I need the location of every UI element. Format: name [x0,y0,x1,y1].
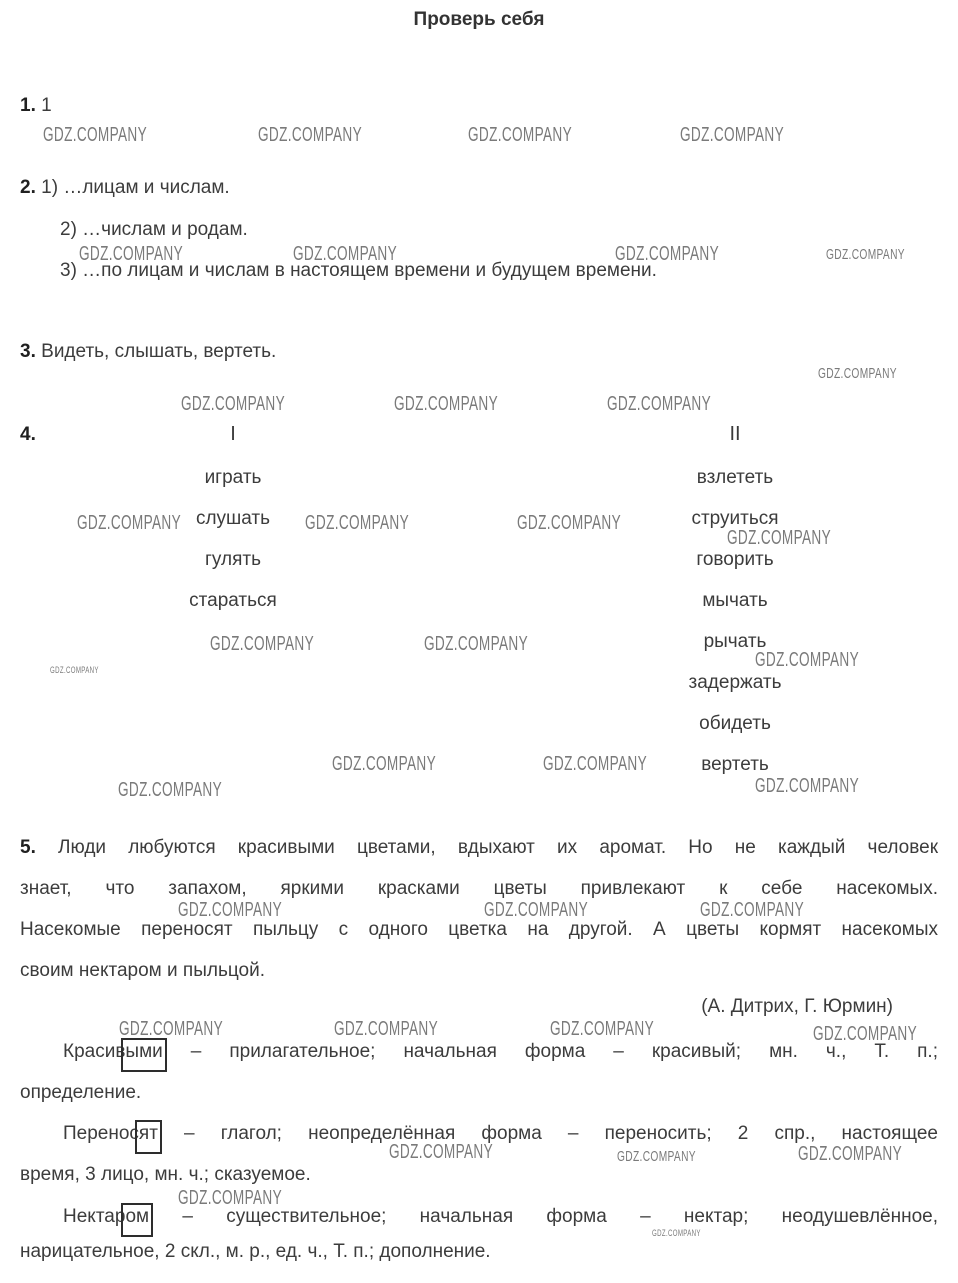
column-2-word: говорить [696,549,774,570]
watermark: GDZ.COMPANY [813,1023,917,1045]
item-2-line-1 [20,176,230,200]
analysis-1-line-2: определение. [20,1082,142,1103]
watermark: GDZ.COMPANY [615,243,719,265]
analysis-3-ending-box: ом [125,1206,150,1227]
analysis-1-line-1 [63,1040,938,1064]
watermark: GDZ.COMPANY [424,633,528,655]
watermark: GDZ.COMPANY [755,775,859,797]
analysis-1-ending-box: ыми [125,1041,163,1062]
analysis-3-line-2: нарицательное, 2 скл., м. р., ед. ч., Т. п.; дополнение. [20,1241,491,1262]
watermark: GDZ.COMPANY [818,365,897,382]
column-2-word: мычать [702,590,768,611]
watermark: GDZ.COMPANY [727,527,831,549]
watermark: GDZ.COMPANY [210,633,314,655]
column-2-word: струиться [691,508,779,529]
column-2-header: II [729,423,741,445]
watermark: GDZ.COMPANY [119,1018,223,1040]
analysis-3-text: – существительное; начальная форма – нектар; неодушевлённое, [149,1206,938,1227]
column-2-word: вертеть [701,754,769,775]
watermark: GDZ.COMPANY [293,243,397,265]
analysis-1-text: – прилагательное; начальная форма – красивый; мн. ч., Т. п.; [162,1041,938,1062]
item-3-number: 3. [20,341,36,362]
item-5-number: 5. [20,837,36,858]
watermark: GDZ.COMPANY [118,779,222,801]
column-2-word: рычать [703,631,767,652]
item-1-number: 1. [20,95,36,116]
item-1 [20,94,52,118]
watermark: GDZ.COMPANY [334,1018,438,1040]
column-2-word: обидеть [699,713,771,734]
watermark: GDZ.COMPANY [517,512,621,534]
watermark: GDZ.COMPANY [680,124,784,146]
watermark: GDZ.COMPANY [607,393,711,415]
analysis-2-line-2: время, 3 лицо, мн. ч.; сказуемое. [20,1164,311,1185]
watermark: GDZ.COMPANY [305,512,409,534]
watermark: GDZ.COMPANY [181,393,285,415]
analysis-2-text: – глагол; неопределённая форма – переносить; 2 спр., настоящее [157,1123,938,1144]
column-1-word: слушать [195,508,271,529]
watermark: GDZ.COMPANY [484,899,588,921]
paragraph-line-1 [20,836,938,860]
attribution: (А. Дитрих, Г. Юрмин) [701,996,893,1017]
item-2-line-2 [60,218,248,242]
column-2-word: задержать [688,672,782,693]
watermark: GDZ.COMPANY [652,1228,701,1238]
paragraph-text-3: Насекомые переносят пыльцу с одного цветка на другой. А цветы кормят насекомых [20,919,938,940]
item-2-answer-1: 1) …лицам и числам. [41,177,230,198]
item-1-answer: 1 [41,95,52,116]
item-3 [20,340,276,364]
paragraph-line-4 [20,959,265,983]
paragraph-text-2: знает, что запахом, яркими красками цветы привлекают к себе насекомых. [20,878,938,899]
watermark: GDZ.COMPANY [77,512,181,534]
item-2-answer-3: 3) …по лицам и числам в настоящем времени и будущем времени. [60,260,657,281]
column-1-word: стараться [189,590,277,611]
column-1-header: I [230,423,236,445]
item-2-number: 2. [20,177,36,198]
watermark: GDZ.COMPANY [755,649,859,671]
item-3-answer: Видеть, слышать, вертеть. [41,341,277,362]
watermark: GDZ.COMPANY [468,124,572,146]
analysis-1-word-prefix: Красив [63,1041,126,1062]
analysis-3-word-prefix: Нектар [63,1206,126,1227]
column-1-word: гулять [205,549,261,570]
watermark: GDZ.COMPANY [617,1148,696,1165]
analysis-2-word-prefix: Перенос [63,1123,139,1144]
paragraph-text-1: Люди любуются красивыми цветами, вдыхают их аромат. Но не каждый человек [58,837,939,858]
analysis-2-ending-box: ят [138,1123,158,1144]
watermark: GDZ.COMPANY [178,1187,282,1209]
watermark: GDZ.COMPANY [394,393,498,415]
watermark: GDZ.COMPANY [178,899,282,921]
item-4-number: 4. [20,424,36,445]
watermark: GDZ.COMPANY [550,1018,654,1040]
watermark: GDZ.COMPANY [258,124,362,146]
page-title: Проверь себя [413,9,545,30]
paragraph-text-4: своим нектаром и пыльцой. [20,960,265,981]
watermark: GDZ.COMPANY [700,899,804,921]
watermark: GDZ.COMPANY [543,753,647,775]
watermark: GDZ.COMPANY [389,1141,493,1163]
column-1-word: играть [204,467,262,488]
paragraph-line-2 [20,877,938,901]
watermark: GDZ.COMPANY [43,124,147,146]
item-4-number-wrap [20,423,36,447]
watermark: GDZ.COMPANY [50,665,99,675]
watermark: GDZ.COMPANY [79,243,183,265]
item-2-answer-2: 2) …числам и родам. [60,219,248,240]
column-2-word: взлететь [696,467,774,488]
watermark: GDZ.COMPANY [798,1143,902,1165]
watermark: GDZ.COMPANY [332,753,436,775]
watermark: GDZ.COMPANY [826,246,905,263]
